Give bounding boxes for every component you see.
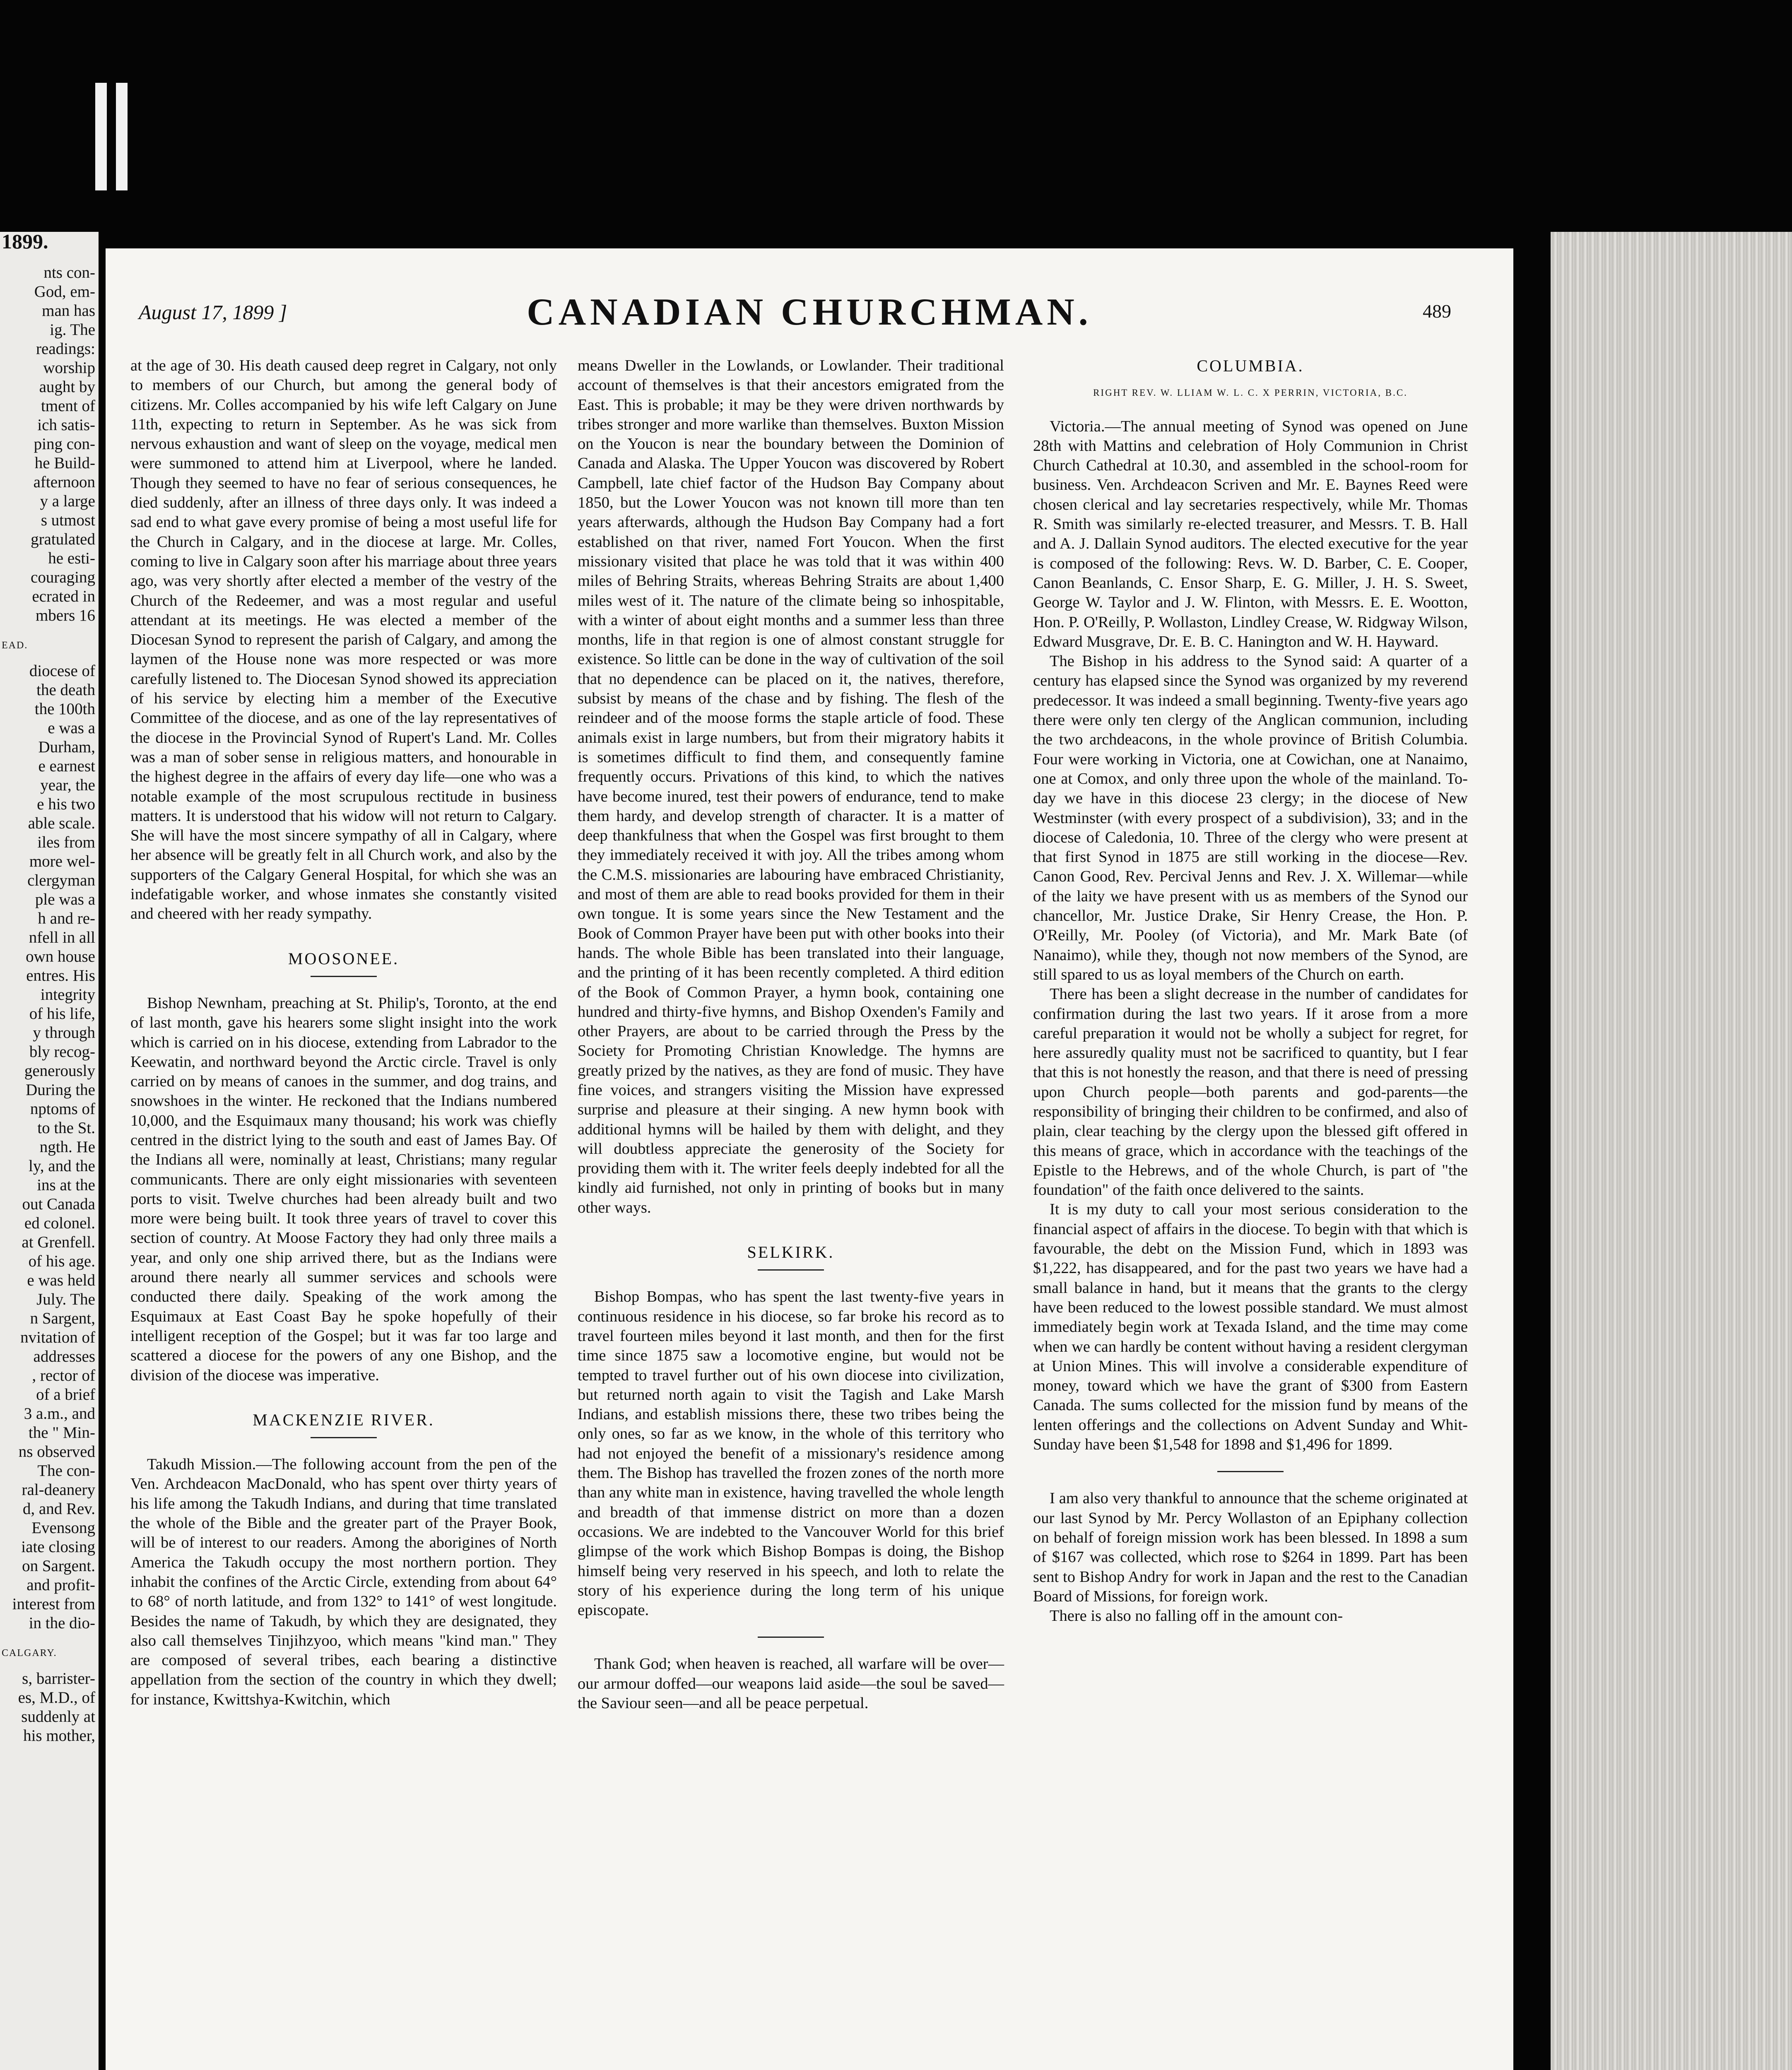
divider-rule: [758, 1637, 824, 1638]
previous-page-line: ed colonel.: [24, 1214, 95, 1232]
previous-page-line: n Sargent,: [30, 1309, 95, 1327]
previous-page-line: ple was a: [35, 891, 95, 908]
bishop-address-text: The Bishop in his address to the Synod said: A quarter of a century has elapsed since the Synod was organized by my reverend predecessor. It was indeed a small beginning. Twenty-five years ago there were only ten clergy of the Anglican communion, including the two archdeacons, in the whole province of British Columbia. Four were working in Victoria, one at Cowichan, one at Nanaimo, one at Comox, and only three upon the whole of the mainland. To-day we have in this diocese 23 clergy; in the diocese of New Westminster (with every prospect of a subdivision), 33; and in the diocese of Caledonia, 10. Three of the clergy who were present at that first Synod in 1875 are still working in the diocese—Rev. Canon Good, Rev. Percival Jenns and Rev. J. X. Willemar—while of the laity we have present with us as members of the Synod our chancellor, Mr. Justice Drake, Sir Henry Crease, the Hon. P. O'Reilly, Mr. Pooley (of Victoria), and Mr. Mark Bate (of Nanaimo), while they, though not now members of the Synod, are still spared to us as loyal members of the Church on earth.: [1033, 652, 1468, 983]
previous-page-line: During the: [26, 1081, 95, 1099]
section-rule: [758, 1269, 824, 1271]
previous-page-line: he Build-: [34, 454, 95, 472]
previous-page-line: nvitation of: [20, 1329, 95, 1346]
previous-page-line: he esti-: [48, 549, 95, 567]
previous-page-line: in the dio-: [29, 1614, 95, 1632]
previous-page-line: e earnest: [38, 757, 95, 775]
previous-page-line: out Canada: [22, 1195, 95, 1213]
previous-page-line: s, barrister-: [22, 1670, 95, 1687]
previous-page-line: aught by: [39, 378, 95, 396]
issue-date: August 17, 1899 ]: [139, 301, 287, 324]
previous-page-line: and profit-: [26, 1576, 95, 1594]
previous-page-line: God, em-: [34, 283, 95, 301]
previous-page-line: worship: [43, 359, 95, 377]
previous-page-line: nfell in all: [29, 929, 95, 946]
previous-page-line: ns observed: [18, 1443, 95, 1461]
previous-page-line: able scale.: [28, 814, 95, 832]
section-rule: [311, 976, 377, 977]
calgary-obituary-text: at the age of 30. His death caused deep regret in Calgary, not only to members of our Church, but among the general body of citizens. Mr. Colles accompanied by his wife left Calgary on June 11th, expecting to return in September. As he was sick from nervous exhaustion and want of sleep on the voyage, medical men were summoned to attend him at Liverpool, where he landed. Though they seemed to have no fear of serious consequences, he died suddenly, after an illness of three days only. It was indeed a sad end to what gave every promise of being a most useful life for the Church in Calgary, and in the diocese at large. Mr. Colles, coming to live in Calgary soon after his marriage about three years ago, was very shortly after elected a member of the vestry of the Church of the Redeemer, and was a most regular and useful attendant at its meetings. He was elected a member of the Diocesan Synod to represent the parish of Calgary, and among the laymen of the House none was more respected or was more carefully listened to. The Diocesan Synod showed its appreciation of his service by electing him a member of the Executive Committee of the diocese, and as one of the lay representatives of the diocese in the Provincial Synod of Rupert's Land. Mr. Colles was a man of sober sense in religious matters, and honourable in the highest degree in the affairs of every day life—one who was a notable example of the most scrupulous rectitude in business matters. It is understood that his widow will not return to Calgary. She will have the most sincere sympathy of all in Calgary, where her absence will be greatly felt in all Church work, and also by the supporters of the Calgary General Hospital, for which she was an indefatigable worker, and whose inmates she constantly visited and cheered with her ready sympathy.: [130, 357, 557, 923]
previous-page-line: ngth. He: [39, 1138, 95, 1156]
previous-page-line: afternoon: [33, 473, 95, 491]
previous-page-line: tment of: [41, 397, 95, 415]
film-mark-top-left-2: [116, 83, 128, 190]
previous-page-line: s utmost: [41, 511, 95, 529]
previous-page-line: ich satis-: [37, 416, 95, 434]
previous-page-column-a: [0, 263, 99, 625]
bishop-subheading: RIGHT REV. W. LLIAM W. L. C. X PERRIN, VICTORIA, B.C.: [1093, 388, 1408, 398]
previous-page-year: 1899.: [2, 232, 48, 251]
financial-text: It is my duty to call your most serious consideration to the financial aspect of affairs in the diocese. To begin with that which is favourable, the debt on the Mission Fund, which in 1893 was $1,222, has disappeared, and for the past two years we have had a small balance in hand, but it means that the grants to the clergy have been reduced to the lowest possible standard. We must almost immediately begin work at Texada Island, and the time may come when we can hardly be content without having a resident clergyman at Union Mines. This will involve a considerable expenditure of money, toward which we have the grant of $300 from Eastern Canada. The sums collected for the mission fund by means of the lenten offerings and the collections on Advent Sunday and Whit-Sunday have been $1,548 for 1898 and $1,496 for 1899.: [1033, 1201, 1468, 1454]
previous-page-line: own house: [26, 948, 95, 965]
previous-page-line: of his age.: [28, 1252, 95, 1270]
previous-page-line: generously: [24, 1062, 95, 1080]
film-mark-top-left-1: [95, 83, 107, 190]
takudh-continued-text: means Dweller in the Lowlands, or Lowlander. Their traditional account of themselves is that their ancestors emigrated from the East. This is probable; it may be they were driven northwards by tribes stronger and more warlike than themselves. Buxton Mission on the Youcon is near the boundary between the Dominion of Canada and Alaska. The Upper Youcon was discovered by Robert Campbell, late chief factor of the Hudson Bay Company about 1850, but the Lower Youcon was not known till more than ten years afterwards, although the Hudson Bay Company had a fort established on that river, named Fort Youcon. When the first missionary visited that place he was told that it was within 400 miles of Behring Straits, whereas Behring Straits are about 1,400 miles west of it. The nature of the climate being so inhospitable, with a winter of about eight months and a summer less than three months, life in that region is one of almost constant struggle for existence. So little can be done in the way of cultivation of the soil that no dependence can be placed on it, the natives, therefore, subsist by means of the chase and by fishing. The flesh of the reindeer and of the moose forms the staple article of food. These animals exist in large numbers, but from their migratory habits it is sometimes difficult to find them, and consequently famine frequently occurs. Privations of this kind, to which the natives have become inured, test their powers of endurance, tend to make them hardy, and develop strength of character. It is a matter of deep thankfulness that when the Gospel was first brought to them they immediately received it with joy. All the tribes among whom the C.M.S. missionaries are labouring have embraced Christianity, and most of them are able to read books provided for them in their own tongue. It is some years since the New Testament and the Book of Common Prayer have been put with other books into their hands. The whole Bible has been translated into their language, and the printing of it has been recently completed. A third edition of the Book of Common Prayer, a hymn book, containing one hundred and thirty-five hymns, and Bishop Oxenden's Family and other Prayers, are about to be carried through the Press by the Society for Promoting Christian Knowledge. The hymns are greatly prized by the natives, as they are fond of music. They have fine voices, and strangers visiting the Mission have expressed surprise and pleasure at their singing. A new hymn book with additional hymns will be hailed by them with delight, and they will doubtless appreciate the generosity of the Society for providing them with it. The writer feels deeply indebted for all the kindly aid furnished, not only in printing of books but in many other ways.: [578, 357, 1004, 1216]
section-heading-mackenzie-river: MACKENZIE RIVER.: [253, 1410, 435, 1429]
previous-page-line: Evensong: [31, 1519, 95, 1537]
previous-page-line: e his two: [37, 795, 95, 813]
previous-page-line: of a brief: [36, 1386, 95, 1403]
divider-rule: [1217, 1471, 1284, 1472]
previous-page-line: The con-: [37, 1462, 95, 1480]
previous-page-line: man has: [42, 302, 95, 320]
column-1: [130, 356, 557, 1709]
masthead-title: CANADIAN CHURCHMAN.: [527, 291, 1092, 333]
section-heading-moosonee: MOOSONEE.: [288, 949, 400, 968]
closing-paragraph: Thank God; when heaven is reached, all warfare will be over—our armour doffed—our weapons laid aside—the soul be saved—the Saviour seen—and all be peace perpetual.: [578, 1655, 1004, 1712]
previous-page-line: interest from: [12, 1595, 95, 1613]
previous-page-line: mbers 16: [35, 607, 95, 624]
previous-page-column-c: [0, 1669, 99, 1745]
previous-page-line: suddenly at: [21, 1708, 95, 1726]
previous-page-line: 3 a.m., and: [24, 1405, 95, 1423]
previous-page-line: iate closing: [21, 1538, 95, 1556]
column-3: [1033, 356, 1468, 1626]
previous-page-line: on Sargent.: [22, 1557, 95, 1575]
epiphany-collection-text: I am also very thankful to announce that the scheme originated at our last Synod by Mr. Percy Wollaston of an Epiphany collection on behalf of foreign mission work has been blessed. In 1898 a sum of $167 was collected, which rose to $264 in 1899. Part has been sent to Bishop Andry for work in Japan and the rest to the Canadian Board of Missions, for foreign work.: [1033, 1490, 1468, 1605]
previous-page-line: ly, and the: [28, 1157, 95, 1175]
previous-page-line: at Grenfell.: [22, 1233, 95, 1251]
previous-page-line: nptoms of: [30, 1100, 95, 1118]
victoria-synod-text: Victoria.—The annual meeting of Synod was opened on June 28th with Mattins and celebration of Holy Communion in Christ Church Cathedral at 10.30, and assembled in the school-room for business. Ven. Archdeacon Scriven and Mr. E. Baynes Reed were chosen clerical and lay secretaries respectively, while Mr. Thomas R. Smith was similarly re-elected treasurer, and Messrs. T. B. Hall and A. J. Dallain Synod auditors. The elected executive for the year is composed of the following: Revs. W. D. Barber, C. E. Cooper, Canon Beanlands, C. Ensor Sharp, E. G. Miller, J. H. S. Sweet, George W. Taylor and J. W. Flinton, with Messrs. E. E. Wootton, Hon. P. O'Reilly, P. Wollaston, Lindley Crease, W. Ridgway Wilson, Edward Musgrave, Dr. E. B. C. Hanington and W. H. Hayward.: [1033, 417, 1468, 650]
previous-page-line: addresses: [33, 1348, 95, 1365]
previous-page-line: h and re-: [38, 910, 95, 927]
previous-page-line: ping con-: [34, 435, 95, 453]
previous-page-line: e was held: [27, 1271, 95, 1289]
section-heading-selkirk: SELKIRK.: [747, 1243, 835, 1262]
previous-page-line: the " Min-: [28, 1424, 95, 1442]
previous-page-line: his mother,: [23, 1727, 95, 1745]
newspaper-page: [106, 248, 1513, 2070]
previous-page-line: iles from: [37, 833, 95, 851]
previous-page-line: bly recog-: [29, 1043, 95, 1061]
page-header: [106, 248, 1513, 331]
previous-page-line: es, M.D., of: [18, 1689, 95, 1707]
previous-page-line: couraging: [31, 568, 95, 586]
previous-page-line: ecrated in: [32, 587, 95, 605]
previous-page-line: diocese of: [29, 662, 95, 680]
previous-page-heading-b: EAD.: [2, 640, 28, 651]
mackenzie-river-text: Takudh Mission.—The following account from the pen of the Ven. Archdeacon MacDonald, who has spent over thirty years of his life among the Takudh Indians, and during that time translated the whole of the Bible and the greater part of the Prayer Book, will be of interest to our readers. Among the aborigines of North America the Takudh occupy the most northern portion. They inhabit the confines of the Arctic Circle, extending from about 64° to 68° of north latitude, and from 132° to 141° of west longitude. Besides the name of Takudh, by which they are designated, they also call themselves Tinjihzyoo, which means "kind man." They are composed of several tribes, each bearing a distinctive appellation from the section of the country in which they dwell; for instance, Kwittshya-Kwitchin, which: [130, 1456, 557, 1708]
previous-page-line: more wel-: [29, 852, 95, 870]
previous-page-line: the death: [36, 681, 95, 699]
previous-page-line: Durham,: [38, 738, 95, 756]
previous-page-line: July. The: [36, 1290, 95, 1308]
section-rule: [311, 1437, 377, 1438]
previous-page-line: y through: [33, 1024, 95, 1042]
column-2: [578, 356, 1004, 1713]
confirmation-text: There has been a slight decrease in the number of candidates for confirmation during the last two years. If it arose from a more careful preparation it would not be wholly a subject for regret, for here assuredly quality must not be sacrificed to quantity, but I fear that this is not honestly the reason, and that there is need of pressing upon Church people—both parents and god-parents—the responsibility of bringing their children to be confirmed, and also of plain, clear teaching by the clergy upon the blessed gift offered in this means of grace, which in accordance with the teachings of the Epistle to the Hebrews, and of the whole Church, is part of "the foundation" of the faith once delivered to the saints.: [1033, 985, 1468, 1199]
previous-page-line: integrity: [40, 986, 95, 1004]
previous-page-line: , rector of: [32, 1367, 95, 1384]
previous-page-line: readings:: [36, 340, 95, 358]
page-number: 489: [1423, 301, 1451, 322]
previous-page-line: ins at the: [37, 1176, 95, 1194]
previous-page-line: ral-deanery: [22, 1481, 95, 1499]
selkirk-text: Bishop Bompas, who has spent the last twenty-five years in continuous residence in his diocese, so far broke his record as to travel fourteen miles beyond it last month, and then for the first time since 1875 saw a locomotive engine, but would not be tempted to travel further out of his own diocese into civilization, but returned north again to visit the Tagish and Lake Marsh Indians, and establish missions there, these two tribes being the only ones, so far as we know, in the whole of this territory who had not enjoyed the benefit of a missionary's residence among them. The Bishop has travelled the frozen zones of the north more than any white man in existence, having travelled the whole length and breadth of that immense district on more than a dozen occasions. We are indebted to the Vancouver World for this brief glimpse of the work which Bishop Bompas is doing, the Bishop himself being very reserved in his speech, and loth to relate the story of his experience during the long term of his unique episcopate.: [578, 1288, 1004, 1619]
previous-page-line: y a large: [40, 492, 95, 510]
previous-page-line: year, the: [40, 776, 95, 794]
previous-page-line: ig. The: [50, 321, 95, 339]
previous-page-fragment: [0, 232, 99, 2070]
binding-edge: [1551, 232, 1792, 2070]
previous-page-line: gratulated: [31, 530, 95, 548]
previous-page-line: to the St.: [37, 1119, 95, 1137]
previous-page-heading-calgary: CALGARY.: [2, 1648, 57, 1658]
previous-page-line: entres. His: [26, 967, 95, 984]
moosonee-text: Bishop Newnham, preaching at St. Philip's, Toronto, at the end of last month, gave his hearers some slight insight into the work which is carried on in his diocese, extending from Labrador to the Keewatin, and northward beyond the Arctic circle. Travel is only carried on by means of canoes in the summer, and dog trains, and snowshoes in the winter. He reckoned that the Indians numbered 10,000, and the Esquimaux many thousand; his work was chiefly centred in the district lying to the south and east of James Bay. Of the Indians all were, nominally at least, Christians; many regular communicants. There are only eight missionaries with seventeen ports to visit. Twelve churches had been already built and two more were being built. It took three years of travel to cover this section of country. At Moose Factory they had only three mails a year, and only one ship arrived there, but as the Indians were around there nearly all summer services and schools were conducted there daily. Speaking of the work among the Esquimaux at East Coast Bay he spoke hopefully of their intelligent reception of the Gospel; but it was far too large and scattered a diocese for the powers of any one Bishop, and the division of the diocese was imperative.: [130, 994, 557, 1384]
previous-page-line: nts con-: [43, 264, 95, 282]
previous-page-line: e was a: [48, 719, 95, 737]
previous-page-line: of his life,: [29, 1005, 95, 1023]
previous-page-line: clergyman: [27, 871, 95, 889]
section-heading-columbia: COLUMBIA.: [1197, 356, 1304, 375]
previous-page-column-b: [0, 662, 99, 1633]
previous-page-line: the 100th: [34, 700, 95, 718]
previous-page-line: d, and Rev.: [22, 1500, 95, 1518]
last-line-text: There is also no falling off in the amount con-: [1050, 1607, 1343, 1625]
